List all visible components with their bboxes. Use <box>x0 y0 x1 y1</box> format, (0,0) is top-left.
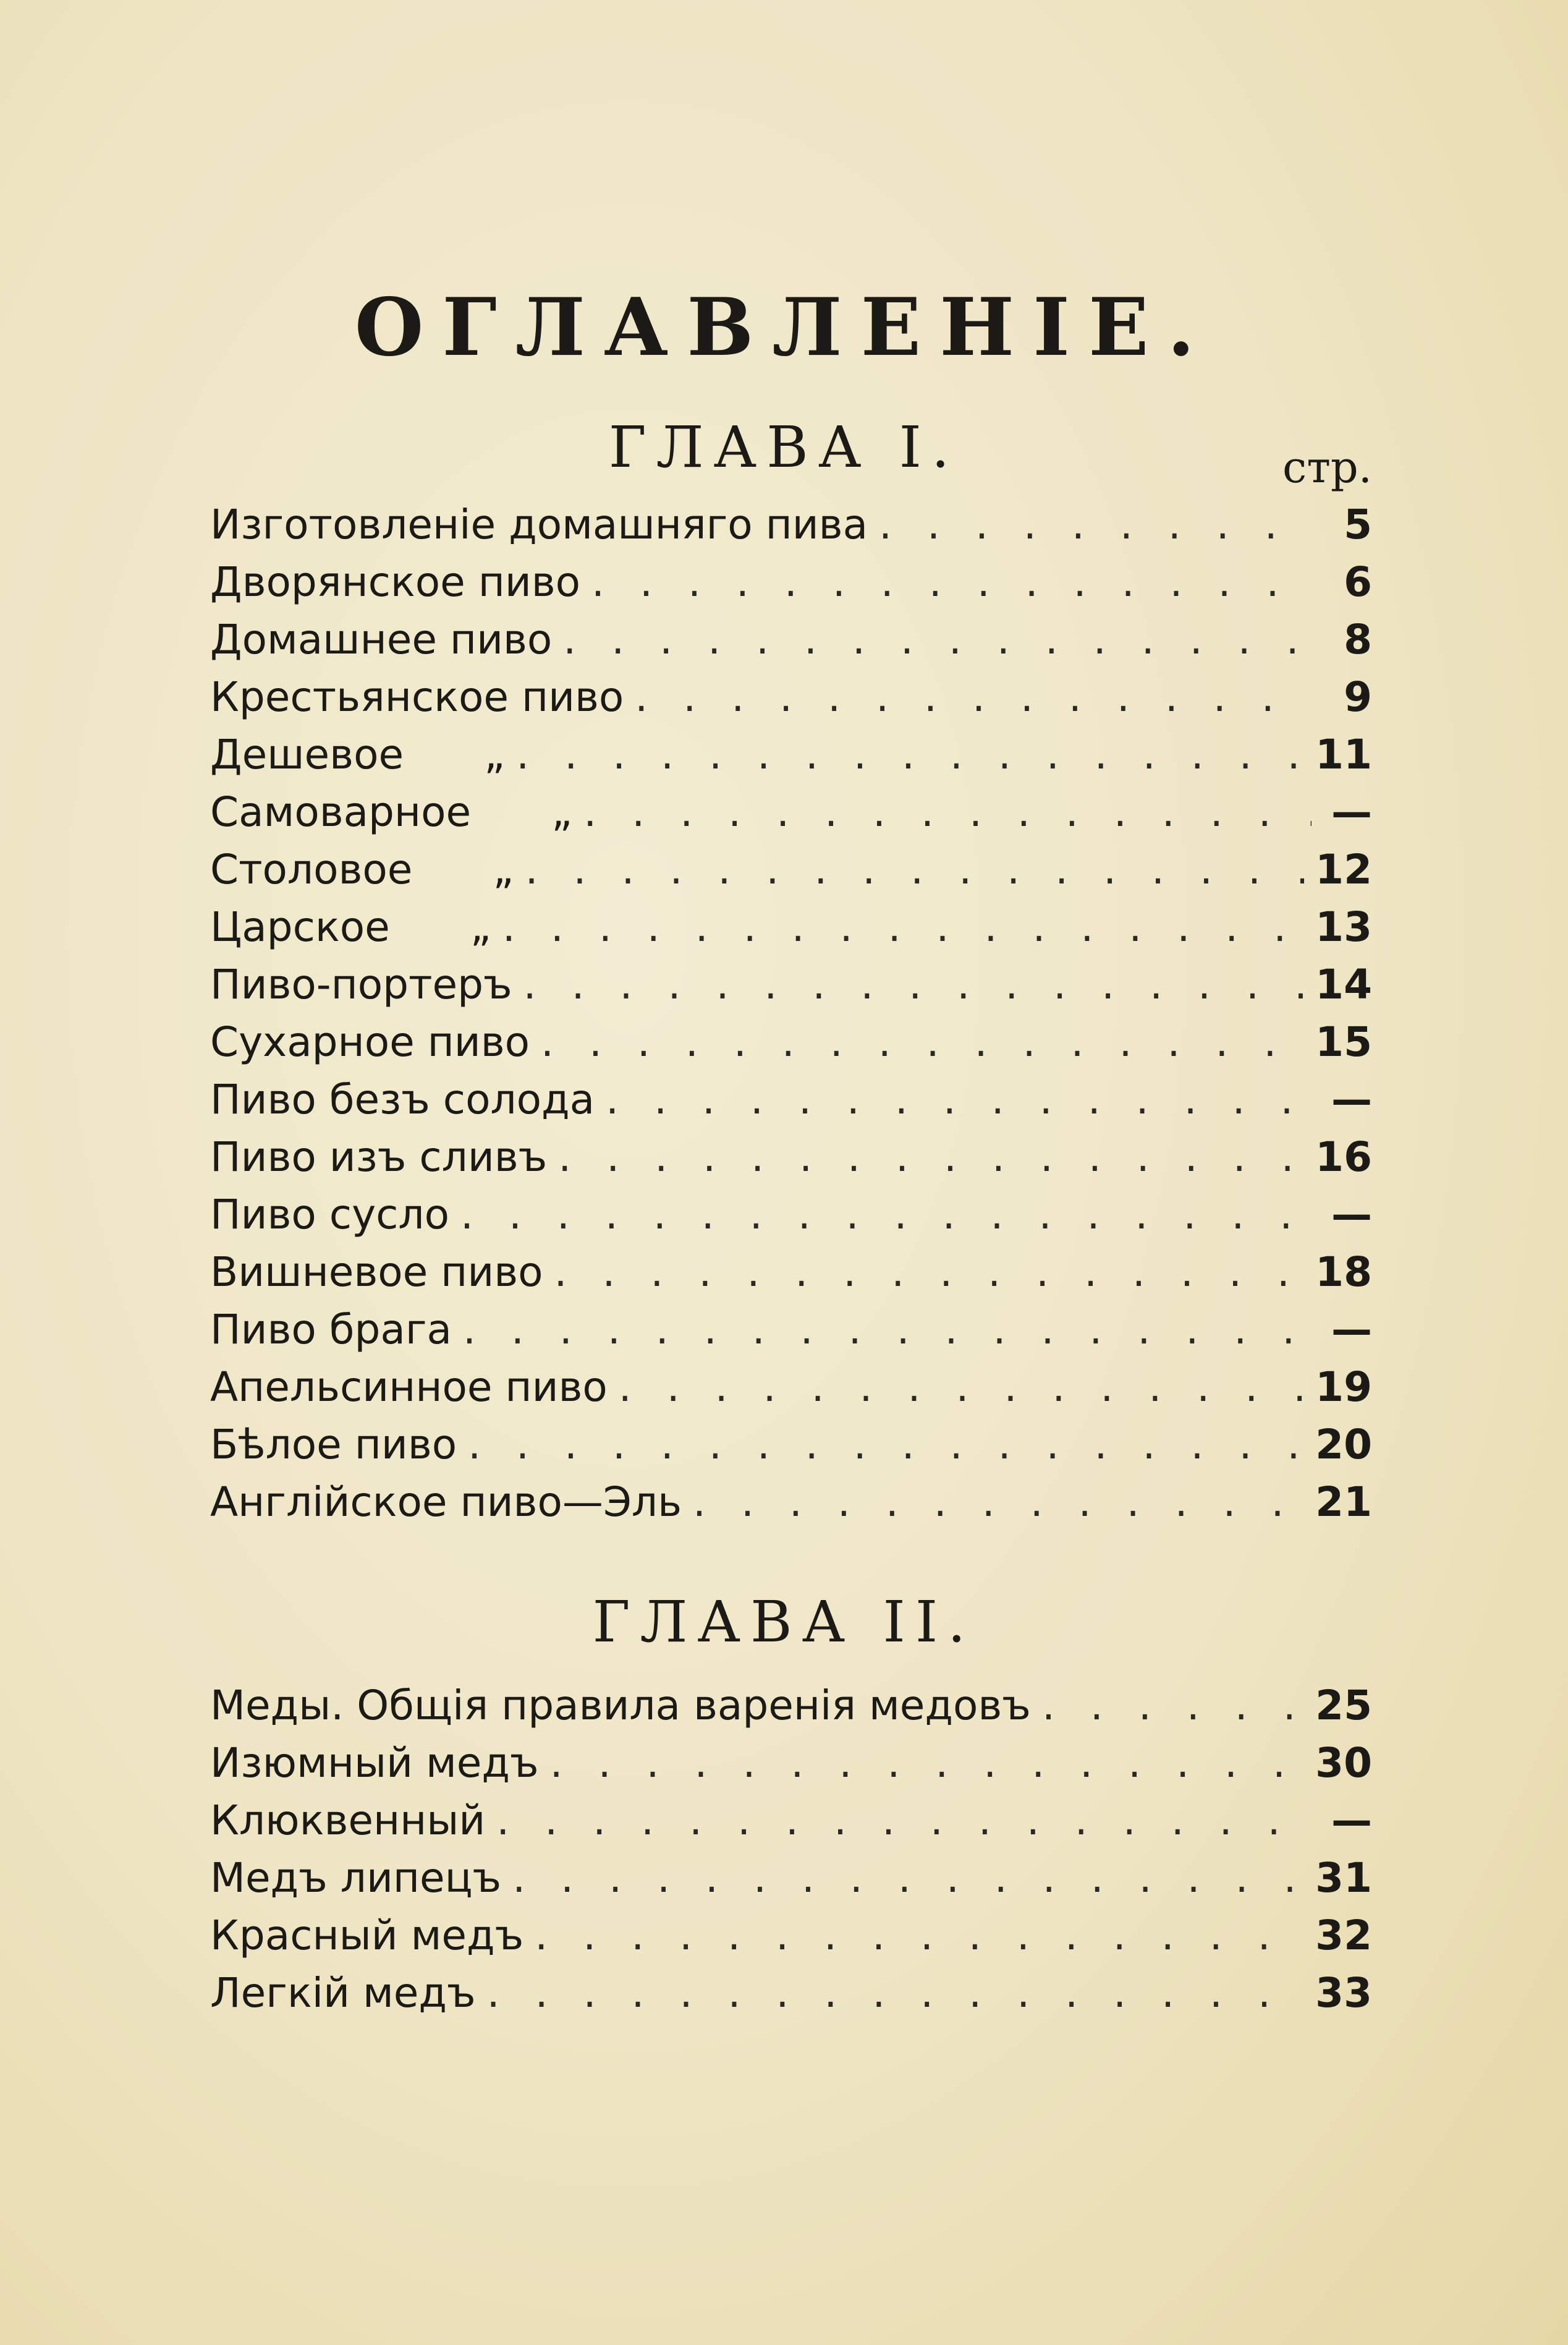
toc-dot-leader <box>606 1076 1312 1123</box>
toc-entry-label: Англійское пиво—Эль <box>210 1478 682 1526</box>
toc-dot-leader <box>879 501 1312 548</box>
toc-entry <box>210 558 1372 616</box>
toc-entry-label: Крестьянское пиво <box>210 673 624 721</box>
toc-dot-leader <box>487 1969 1304 2017</box>
toc-entry-page-number: 15 <box>1315 1018 1372 1066</box>
toc-entry <box>210 1306 1372 1363</box>
toc-entry <box>210 1912 1372 1969</box>
toc-entry-label: Вишневое пиво <box>210 1248 543 1296</box>
toc-dot-leader <box>463 1306 1312 1353</box>
toc-entry-page-number: — <box>1331 1306 1372 1353</box>
toc-entry-page-number: 14 <box>1315 961 1372 1008</box>
toc-entry <box>210 673 1372 731</box>
toc-entry <box>210 1797 1372 1854</box>
toc-dot-leader <box>516 731 1304 778</box>
toc-dot-leader <box>693 1478 1304 1526</box>
toc-entry <box>210 731 1372 788</box>
toc-entry-page-number: 33 <box>1315 1969 1372 2017</box>
toc-entry <box>210 1739 1372 1797</box>
toc-entry-label: Изготовленіе домашняго пива <box>210 501 868 548</box>
toc-dot-leader <box>535 1912 1304 1959</box>
toc-entry-page-number: 25 <box>1315 1682 1372 1729</box>
toc-dot-leader <box>525 846 1305 893</box>
toc-entry-label: Пиво сусло <box>210 1191 449 1238</box>
toc-entry-page-number: 8 <box>1344 616 1372 663</box>
toc-entry-page-number: 32 <box>1315 1912 1372 1959</box>
toc-dot-leader <box>558 1133 1304 1181</box>
toc-entry-page-number: — <box>1331 788 1372 836</box>
toc-entry <box>210 501 1372 558</box>
toc-entry <box>210 1969 1372 2027</box>
toc-entry-page-number: 9 <box>1344 673 1372 721</box>
toc-entry-page-number: 5 <box>1344 501 1372 548</box>
toc-entry-label: Медъ липецъ <box>210 1854 502 1902</box>
toc-entry-label: Царское <box>210 903 390 951</box>
toc-entry-label: Красный медъ <box>210 1912 524 1959</box>
toc-entry-page-number: — <box>1331 1191 1372 1238</box>
toc-entry <box>210 788 1372 846</box>
toc-entry <box>210 903 1372 961</box>
toc-entry-ditto-mark: „ <box>470 903 491 951</box>
toc-entry-label: Домашнее пиво <box>210 616 553 663</box>
toc-entry-ditto-mark: „ <box>493 846 514 893</box>
toc-entry-label: Дворянское пиво <box>210 558 581 606</box>
toc-entry-page-number: 6 <box>1344 558 1372 606</box>
toc-dot-leader <box>512 1854 1304 1902</box>
toc-entry-page-number: 20 <box>1315 1421 1372 1468</box>
toc-dot-leader <box>468 1421 1304 1468</box>
toc-entry-page-number: 11 <box>1315 731 1372 778</box>
toc-dot-leader <box>591 558 1312 606</box>
toc-entry-label: Пиво-портеръ <box>210 961 512 1008</box>
toc-entry-label: Легкій медъ <box>210 1969 476 2017</box>
toc-dot-leader <box>460 1191 1312 1238</box>
toc-entry <box>210 1854 1372 1912</box>
toc-entry <box>210 846 1372 903</box>
toc-entry <box>210 1478 1372 1536</box>
chapter-1-entries <box>210 501 1372 1536</box>
toc-dot-leader <box>541 1018 1304 1066</box>
toc-entry <box>210 1133 1372 1191</box>
toc-dot-leader <box>554 1248 1305 1296</box>
toc-entry-page-number: 13 <box>1315 903 1372 951</box>
toc-entry-page-number: 30 <box>1315 1739 1372 1787</box>
toc-entry <box>210 1018 1372 1076</box>
toc-entry-label: Дешевое <box>210 731 404 778</box>
toc-dot-leader <box>496 1797 1312 1844</box>
toc-entry <box>210 1191 1372 1248</box>
toc-dot-leader <box>523 961 1305 1008</box>
toc-dot-leader <box>550 1739 1305 1787</box>
toc-entry-page-number: 31 <box>1315 1854 1372 1902</box>
toc-entry-page-number: — <box>1331 1797 1372 1844</box>
toc-entry-label: Изюмный медъ <box>210 1739 539 1787</box>
chapter-2-heading: ГЛАВА II. <box>592 1589 976 1655</box>
chapter-1-heading: ГЛАВА I. <box>608 414 960 480</box>
toc-entry <box>210 1248 1372 1306</box>
toc-dot-leader <box>563 616 1312 663</box>
toc-entry <box>210 616 1372 673</box>
chapter-2-entries <box>210 1682 1372 2027</box>
toc-entry-page-number: 18 <box>1315 1248 1372 1296</box>
toc-entry <box>210 1421 1372 1478</box>
toc-entry-label: Апельсинное пиво <box>210 1363 608 1411</box>
toc-entry <box>210 961 1372 1018</box>
toc-entry-label: Клюквенный <box>210 1797 486 1844</box>
toc-entry-page-number: 21 <box>1315 1478 1372 1526</box>
toc-entry-page-number: 12 <box>1315 846 1372 893</box>
toc-entry-ditto-mark: „ <box>484 731 506 778</box>
toc-dot-leader <box>583 788 1312 836</box>
page-column-label: стр. <box>1282 442 1372 493</box>
toc-entry-label: Сухарное пиво <box>210 1018 530 1066</box>
toc-entry-label: Пиво брага <box>210 1306 452 1353</box>
toc-entry-page-number: 16 <box>1315 1133 1372 1181</box>
toc-entry-page-number: — <box>1331 1076 1372 1123</box>
toc-dot-leader <box>1042 1682 1304 1729</box>
toc-entry-label: Пиво безъ солода <box>210 1076 595 1123</box>
page-title: ОГЛАВЛЕНІЕ. <box>354 281 1214 374</box>
toc-entry-ditto-mark: „ <box>551 788 573 836</box>
toc-entry-label: Меды. Общія правила варенія медовъ <box>210 1682 1031 1729</box>
toc-dot-leader <box>502 903 1304 951</box>
toc-entry <box>210 1076 1372 1133</box>
toc-entry-label: Столовое <box>210 846 413 893</box>
toc-entry <box>210 1682 1372 1739</box>
toc-dot-leader <box>619 1363 1304 1411</box>
toc-entry-label: Бѣлое пиво <box>210 1421 457 1468</box>
toc-entry-page-number: 19 <box>1315 1363 1372 1411</box>
toc-entry <box>210 1363 1372 1421</box>
toc-entry-label: Самоварное <box>210 788 472 836</box>
toc-dot-leader <box>635 673 1312 721</box>
toc-entry-label: Пиво изъ сливъ <box>210 1133 548 1181</box>
